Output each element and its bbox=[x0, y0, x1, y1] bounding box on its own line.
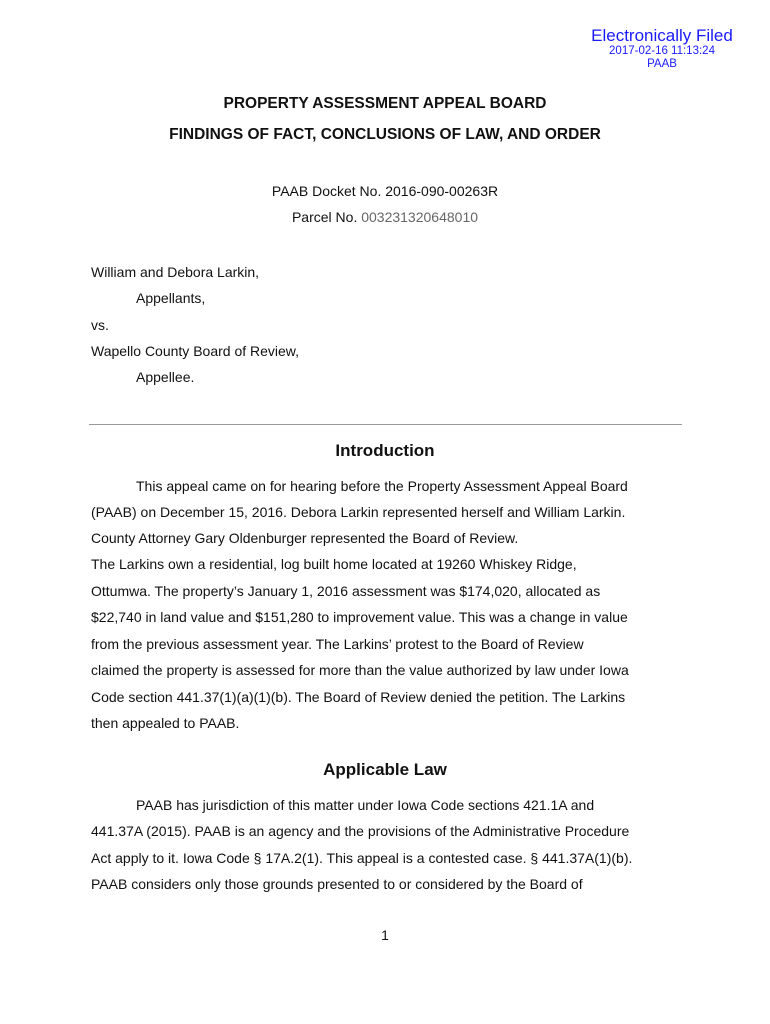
board-title: PROPERTY ASSESSMENT APPEAL BOARD bbox=[223, 95, 547, 112]
intro-line: County Attorney Gary Oldenburger represented the Board of Review. bbox=[91, 530, 519, 546]
law-line: PAAB considers only those grounds presented to or considered by the Board of bbox=[91, 876, 583, 892]
law-line: Act apply to it. Iowa Code § 17A.2(1). This appeal is a contested case. § 441.37A(1)(b). bbox=[91, 850, 633, 866]
intro-line: Ottumwa. The property’s January 1, 2016 assessment was $174,020, allocated as bbox=[91, 583, 601, 599]
intro-line: claimed the property is assessed for more than the value authorized by law under Iowa bbox=[91, 662, 629, 678]
applicable-law-heading: Applicable Law bbox=[323, 760, 447, 779]
law-line: PAAB has jurisdiction of this matter under Iowa Code sections 421.1A and bbox=[136, 797, 595, 813]
intro-line: then appealed to PAAB. bbox=[91, 715, 240, 731]
parcel-number-line bbox=[0, 209, 770, 225]
electronic-filing-stamp bbox=[582, 26, 742, 71]
intro-line: Code section 441.37(1)(a)(1)(b). The Board of Review denied the petition. The Larkins bbox=[91, 689, 626, 705]
appellee-role: Appellee. bbox=[136, 369, 195, 385]
stamp-title: Electronically Filed bbox=[591, 26, 733, 45]
intro-line: (PAAB) on December 15, 2016. Debora Larkin represented herself and William Larkin. bbox=[91, 504, 626, 520]
intro-line: This appeal came on for hearing before the Property Assessment Appeal Board bbox=[136, 478, 628, 494]
document-title: FINDINGS OF FACT, CONCLUSIONS OF LAW, AND ORDER bbox=[169, 126, 601, 143]
stamp-timestamp: 2017-02-16 11:13:24 bbox=[609, 45, 715, 57]
stamp-agency: PAAB bbox=[647, 58, 677, 70]
parcel-label: Parcel No. bbox=[291, 209, 362, 225]
intro-line: The Larkins own a residential, log built home located at 19260 Whiskey Ridge, bbox=[91, 556, 577, 572]
page-number: 1 bbox=[381, 927, 389, 943]
appellants-role: Appellants, bbox=[136, 290, 206, 306]
intro-line: from the previous assessment year. The Larkins’ protest to the Board of Review bbox=[91, 636, 584, 652]
versus: vs. bbox=[91, 317, 109, 333]
introduction-heading: Introduction bbox=[335, 441, 435, 460]
docket-number: PAAB Docket No. 2016-090-00263R bbox=[271, 183, 499, 199]
parcel-number: 003231320648010 bbox=[361, 209, 479, 225]
intro-line: $22,740 in land value and $151,280 to improvement value. This was a change in value bbox=[91, 609, 628, 625]
appellee-name: Wapello County Board of Review, bbox=[91, 343, 300, 359]
section-divider bbox=[89, 424, 682, 425]
appellants-name: William and Debora Larkin, bbox=[91, 264, 260, 280]
law-line: 441.37A (2015). PAAB is an agency and the provisions of the Administrative Procedure bbox=[91, 823, 630, 839]
